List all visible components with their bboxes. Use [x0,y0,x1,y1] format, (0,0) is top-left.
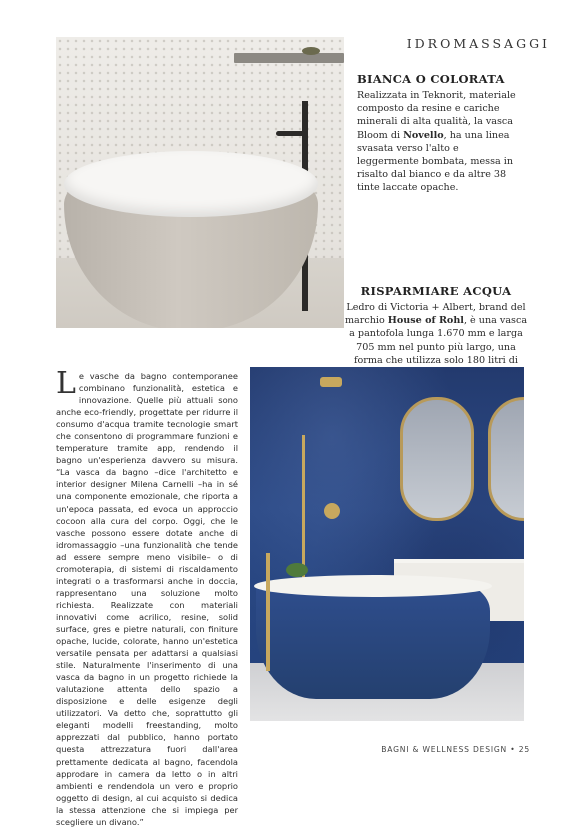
photo-blue-bathroom [250,367,524,721]
floor-faucet [266,553,270,671]
oval-mirror [488,397,524,521]
article-body: Le vasche da bagno contemporanee combinano funzionalità, estetica e innovazione. Quelle più attuali sono anche eco-friendly, progettate per ridurre il consumo d'acqua tramite tecnologie smart che consentono di programmare funzioni e temperature tramite app, rendendo il bagno un'esperienza davvero su misura. “La vasca da bagno –dice l'architetto e interior designer Milena Carnelli –ha in sé una componente emozionale, che riporta a un'epoca passata, ed evoca un approccio cocoon alla cura del corpo. Oggi, che le vasche possono essere dotate anche di idromassaggio –una funzionalità che tende ad essere sempre meno visibile– o di cromoterapia, di sistemi di riscaldamento integrati o a trasformarsi anche in doccia, rappresentano una soluzione molto richiesta. Realizzate con materiali innovativi come acrilico, resine, solid surface, gres e pietre naturali, con finiture opache, lucide, colorate, hanno un'estetica versatile pensata per adattarsi a qualsiasi stile. Naturalmente l'inserimento di una vasca da bagno in un progetto richiede la valutazione attenta dello spazio a disposizione e delle esigenze degli utilizzatori. Va detto che, soprattutto gli eleganti modelli freestanding, molto apprezzati dal pubblico, hanno portato questa attrezzatura fuori dall'area prettamente dedicata al bagno, facendola approdare in camera da letto o in altri ambienti e rendendola un vero e proprio oggetto di design, al cui acquisto si dedica la stessa attenzione che si impiega per scegliere un divano.” [56,366,238,827]
brand-name: Novello [403,129,444,141]
caption-body: Realizzata in Teknorit, materiale composto da resine e cariche minerali di alta qualità, la vasca Bloom di Novello, ha una linea svasata verso l'alto e leggermente bombata, messa in risalto dal bianco e da altre 38 tinte laccate opache. [357,90,516,194]
shower-head [320,377,342,387]
brand-name: House of Rohl [387,315,464,327]
caption-bianca-o-colorata [357,72,517,195]
photo-round-bathtub [56,37,344,328]
caption-risparmiare-acqua [343,284,529,380]
page-footer: BAGNI & WELLNESS DESIGN • 25 [381,745,530,754]
caption-body: Ledro di Victoria + Albert, brand del marchio House of Rohl, è una vasca a pantofola lunga 1.670 mm e larga 705 mm nel punto più largo, una forma che utilizza solo 180 litri di [344,302,528,366]
section-title: IDROMASSAGGI [406,36,550,51]
plant [286,563,308,577]
wall-shelf [234,53,344,63]
caption-heading: RISPARMIARE ACQUA [360,284,512,298]
shower-dial [324,503,340,519]
caption-heading: BIANCA O COLORATA [357,72,505,86]
slipper-bathtub [256,581,490,699]
drop-cap: L [56,366,76,401]
oval-mirror [400,397,474,521]
